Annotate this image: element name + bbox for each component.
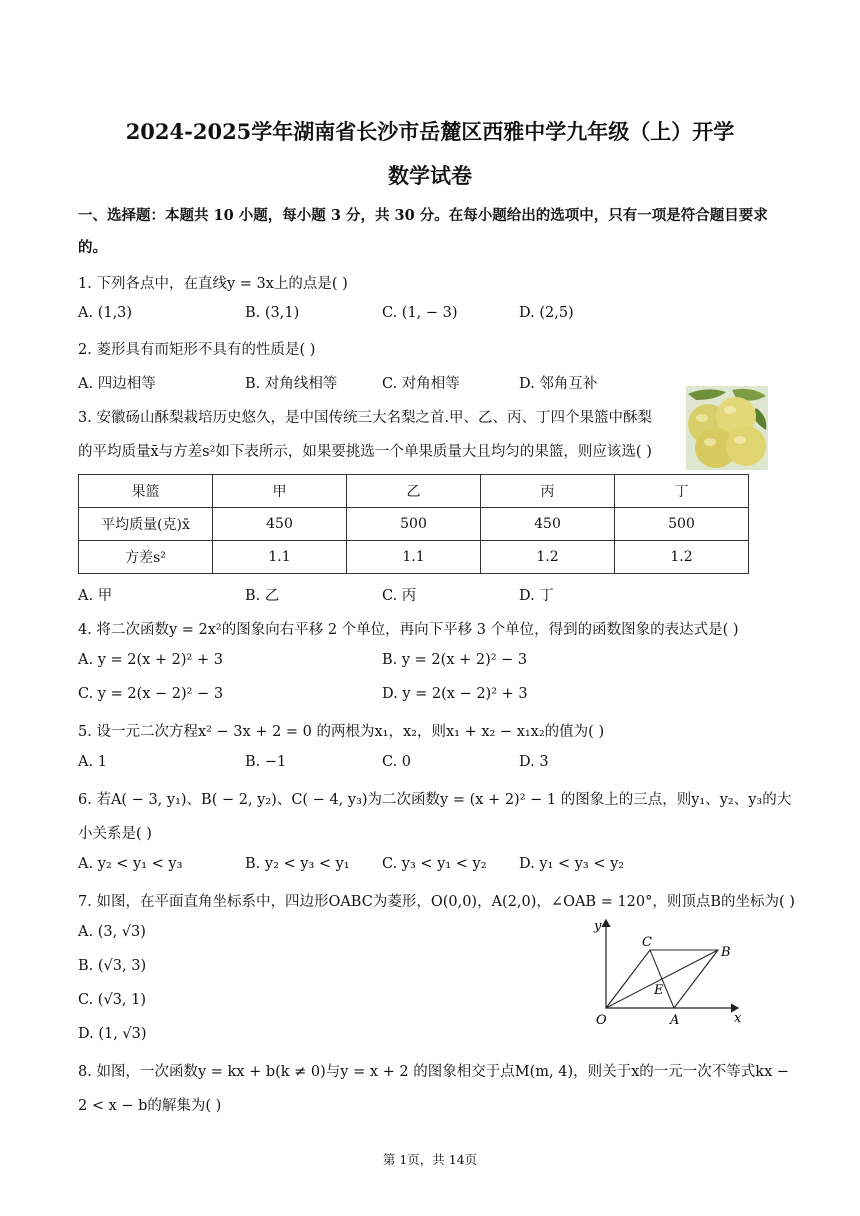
table-cell: 1.1 — [213, 541, 347, 574]
q5-option-b: B. −1 — [245, 754, 287, 770]
label-e: E — [654, 983, 664, 998]
q1-option-b: B. (3,1) — [245, 305, 300, 321]
question-7-stem: 7. 如图，在平面直角坐标系中，四边形OABC为菱形，O(0,0)，A(2,0)，∠OAB = 120°，则顶点B的坐标为( ) — [78, 894, 795, 910]
table-cell: 1.2 — [615, 541, 749, 574]
q2-option-d: D. 邻角互补 — [519, 376, 598, 392]
question-3-stem-cont: 的平均质量x̄与方差s²如下表所示，如果要挑选一个单果质量大且均匀的果篮，则应该选( ) — [78, 444, 652, 460]
label-o: O — [596, 1013, 607, 1028]
section-heading-cont: 的。 — [78, 239, 107, 256]
data-table — [78, 474, 749, 574]
label-b: B — [721, 945, 731, 960]
table-header-cell: 乙 — [347, 475, 481, 508]
section-heading: 一、选择题：本题共 10 小题，每小题 3 分，共 30 分。在每小题给出的选项中，只有一项是符合题目要求 — [78, 207, 768, 224]
page-footer: 第 1页，共 14页 — [382, 1152, 478, 1167]
q2-option-a: A. 四边相等 — [78, 376, 156, 392]
q1-option-d: D. (2,5) — [519, 305, 574, 321]
table-header-cell: 甲 — [213, 475, 347, 508]
q6-option-a: A. y₂ < y₁ < y₃ — [78, 856, 183, 872]
diagonal-ca — [650, 950, 674, 1008]
q6-option-c: C. y₃ < y₁ < y₂ — [382, 856, 487, 872]
table-cell: 平均质量(克)x̄ — [79, 508, 213, 541]
table-row — [79, 508, 749, 541]
table-row — [79, 541, 749, 574]
question-5-stem: 5. 设一元二次方程x² − 3x + 2 = 0 的两根为x₁，x₂，则x₁ + x₂ − x₁x₂的值为( ) — [78, 724, 605, 740]
label-a: A — [670, 1013, 680, 1028]
table-header-cell: 丙 — [481, 475, 615, 508]
q5-option-a: A. 1 — [78, 754, 107, 770]
table-cell: 1.2 — [481, 541, 615, 574]
rhombus-figure — [586, 912, 756, 1030]
page-title: 2024-2025学年湖南省长沙市岳麓区西雅中学九年级（上）开学 — [125, 119, 735, 144]
q6-option-b: B. y₂ < y₃ < y₁ — [245, 856, 350, 872]
q7-option-a: A. (3, √3) — [78, 924, 146, 940]
table-cell: 方差s² — [79, 541, 213, 574]
q5-option-d: D. 3 — [519, 754, 549, 770]
question-6-stem-cont: 小关系是( ) — [78, 826, 152, 842]
q3-option-b: B. 乙 — [245, 588, 280, 604]
q1-option-a: A. (1,3) — [78, 305, 133, 321]
q4-option-a: A. y = 2(x + 2)² + 3 — [78, 652, 223, 668]
question-1-stem: 1. 下列各点中，在直线y = 3x上的点是( ) — [78, 276, 348, 292]
table-cell: 500 — [347, 508, 481, 541]
q2-option-b: B. 对角线相等 — [245, 376, 338, 392]
table-header-cell: 果篮 — [79, 475, 213, 508]
q2-option-c: C. 对角相等 — [382, 376, 460, 392]
q3-option-a: A. 甲 — [78, 588, 113, 604]
label-x: x — [734, 1011, 742, 1026]
table-cell: 500 — [615, 508, 749, 541]
question-6-stem: 6. 若A( − 3, y₁)、B( − 2, y₂)、C( − 4, y₃)为二次函数y = (x + 2)² − 1 的图象上的三点，则y₁、y₂、y₃的大 — [78, 792, 792, 808]
question-8-stem: 8. 如图，一次函数y = kx + b(k ≠ 0)与y = x + 2 的图象相交于点M(m, 4)，则关于x的一元一次不等式kx − — [78, 1064, 790, 1080]
page-subtitle: 数学试卷 — [388, 163, 472, 188]
table-header-cell: 丁 — [615, 475, 749, 508]
table-cell: 450 — [213, 508, 347, 541]
question-8-stem-cont: 2 < x − b的解集为( ) — [78, 1098, 222, 1114]
q3-option-d: D. 丁 — [519, 588, 554, 604]
q5-option-c: C. 0 — [382, 754, 412, 770]
table-header-row — [79, 475, 749, 508]
q7-option-b: B. (√3, 3) — [78, 958, 147, 974]
table-cell: 450 — [481, 508, 615, 541]
label-y: y — [594, 919, 602, 934]
table-cell: 1.1 — [347, 541, 481, 574]
q4-option-c: C. y = 2(x − 2)² − 3 — [78, 686, 224, 702]
question-2-stem: 2. 菱形具有而矩形不具有的性质是( ) — [78, 342, 316, 358]
q4-option-b: B. y = 2(x + 2)² − 3 — [382, 652, 528, 668]
q3-option-c: C. 丙 — [382, 588, 417, 604]
question-3-stem: 3. 安徽砀山酥梨栽培历史悠久，是中国传统三大名梨之首.甲、乙、丙、丁四个果篮中酥梨 — [78, 410, 653, 426]
label-c: C — [642, 935, 652, 950]
q7-option-c: C. (√3, 1) — [78, 992, 147, 1008]
q7-option-d: D. (1, √3) — [78, 1026, 147, 1042]
q1-option-c: C. (1, − 3) — [382, 305, 458, 321]
q4-option-d: D. y = 2(x − 2)² + 3 — [382, 686, 528, 702]
question-4-stem: 4. 将二次函数y = 2x²的图象向右平移 2 个单位，再向下平移 3 个单位，得到的函数图象的表达式是( ) — [78, 622, 739, 638]
q6-option-d: D. y₁ < y₃ < y₂ — [519, 856, 625, 872]
pear-photo — [686, 386, 768, 470]
